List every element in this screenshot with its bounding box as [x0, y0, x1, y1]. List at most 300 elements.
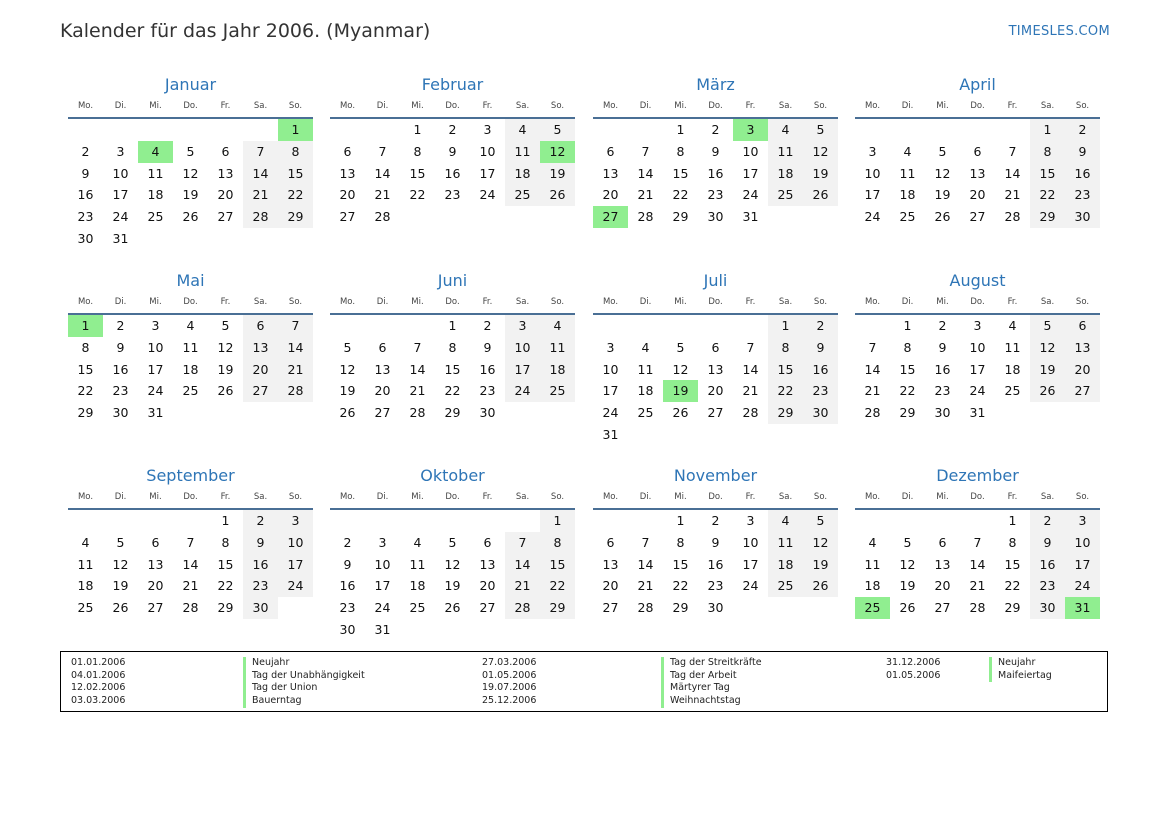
month-name: November — [673, 466, 758, 485]
day-cell: 14 — [637, 165, 654, 181]
day-cell: 16 — [444, 165, 461, 181]
day-cell: 17 — [479, 165, 496, 181]
day-cell: 6 — [938, 534, 947, 550]
empty-cell — [435, 510, 470, 532]
empty-cell — [173, 228, 208, 250]
legend-date-column — [482, 657, 536, 708]
day-cell: 26 — [803, 575, 838, 597]
week-row — [593, 163, 838, 185]
day-cell: 20 — [602, 187, 619, 203]
weekday-label: Sa. — [778, 492, 793, 502]
day-cell: 14 — [409, 361, 426, 377]
day-cell: 8 — [221, 534, 230, 550]
week-row — [68, 119, 313, 141]
day-cell: 18 — [864, 578, 881, 594]
day-cell: 21 — [409, 383, 426, 399]
day-cell: 13 — [969, 165, 986, 181]
day-cell: 11 — [505, 141, 540, 163]
empty-cell — [470, 206, 505, 228]
holiday-day-cell: 12 — [540, 141, 575, 163]
day-cell: 17 — [602, 383, 619, 399]
week-row — [855, 380, 1100, 402]
weekday-label: Mo. — [864, 297, 881, 307]
day-cell: 6 — [151, 534, 160, 550]
empty-cell — [243, 402, 278, 424]
week-row — [593, 315, 838, 337]
day-cell: 10 — [969, 339, 986, 355]
day-cell: 18 — [899, 187, 916, 203]
weekday-label: Do. — [183, 492, 198, 502]
day-cell: 18 — [505, 163, 540, 185]
day-cell: 8 — [1030, 141, 1065, 163]
day-cell: 12 — [1030, 337, 1065, 359]
day-cell: 20 — [217, 187, 234, 203]
day-cell: 11 — [899, 165, 916, 181]
empty-cell — [628, 315, 663, 337]
empty-cell — [505, 206, 540, 228]
day-cell: 23 — [112, 383, 129, 399]
weekday-label: Di. — [901, 297, 914, 307]
day-cell: 24 — [147, 383, 164, 399]
day-cell: 6 — [483, 534, 492, 550]
day-cell: 12 — [672, 361, 689, 377]
weekday-label: Sa. — [1040, 101, 1055, 111]
day-cell: 25 — [899, 209, 916, 224]
day-cell: 6 — [378, 339, 387, 355]
empty-cell — [400, 510, 435, 532]
empty-cell — [663, 315, 698, 337]
day-cell: 10 — [864, 165, 881, 181]
day-cell: 22 — [899, 383, 916, 399]
empty-cell — [278, 228, 313, 250]
weekday-label: Do. — [183, 297, 198, 307]
day-cell: 12 — [339, 361, 356, 377]
weekday-label: Mi. — [674, 492, 687, 502]
weekday-label: Mo. — [77, 492, 94, 502]
day-cell: 21 — [182, 578, 199, 594]
day-cell: 17 — [112, 187, 129, 203]
day-cell: 31 — [147, 405, 164, 420]
day-cell: 31 — [602, 426, 619, 442]
weekday-header — [593, 98, 838, 119]
day-cell: 20 — [374, 383, 391, 399]
empty-cell — [960, 510, 995, 532]
week-row — [68, 315, 313, 337]
month-name: Dezember — [936, 466, 1019, 485]
weekday-header — [855, 98, 1100, 119]
day-cell: 22 — [540, 575, 575, 597]
month-juli — [593, 270, 838, 446]
weekday-label: Sa. — [778, 297, 793, 307]
empty-cell — [400, 206, 435, 228]
day-cell: 15 — [1004, 556, 1021, 572]
day-cell: 28 — [182, 600, 199, 615]
weekday-label: Fr. — [1007, 492, 1018, 502]
weekday-label: Sa. — [778, 101, 793, 111]
day-cell: 14 — [182, 556, 199, 572]
day-cell: 20 — [707, 383, 724, 399]
weekday-label: Do. — [445, 101, 460, 111]
day-cell: 22 — [768, 380, 803, 402]
day-cell: 27 — [479, 600, 496, 615]
legend-holiday-name: Tag der Streitkräfte — [661, 657, 762, 670]
day-cell: 12 — [182, 165, 199, 181]
empty-cell — [330, 510, 365, 532]
day-cell: 26 — [339, 405, 356, 420]
day-cell: 3 — [606, 339, 615, 355]
day-cell: 19 — [540, 163, 575, 185]
month-name: Mai — [176, 271, 205, 290]
day-cell: 19 — [217, 361, 234, 377]
day-cell: 11 — [1004, 339, 1021, 355]
day-cell: 18 — [637, 383, 654, 399]
day-cell: 30 — [77, 230, 94, 246]
day-cell: 9 — [1065, 141, 1100, 163]
day-cell: 11 — [864, 556, 881, 572]
day-cell: 17 — [742, 556, 759, 572]
day-cell: 9 — [116, 339, 125, 355]
day-cell: 6 — [711, 339, 720, 355]
day-cell: 10 — [742, 534, 759, 550]
legend-date: 04.01.2006 — [71, 669, 126, 681]
empty-cell — [768, 597, 803, 619]
empty-cell — [68, 119, 103, 141]
day-cell: 1 — [903, 318, 912, 333]
day-cell: 23 — [1065, 184, 1100, 206]
day-cell: 14 — [1004, 165, 1021, 181]
day-cell: 21 — [374, 187, 391, 203]
empty-cell — [400, 315, 435, 337]
month-name: März — [696, 75, 735, 94]
day-cell: 11 — [637, 361, 654, 377]
week-row — [330, 619, 575, 641]
day-cell: 19 — [112, 578, 129, 594]
weekday-header — [330, 98, 575, 119]
weekday-label: So. — [288, 492, 303, 502]
weekday-header — [68, 489, 313, 510]
day-cell: 6 — [1065, 315, 1100, 337]
weekday-label: Mo. — [864, 101, 881, 111]
week-row — [330, 337, 575, 359]
day-cell: 18 — [409, 578, 426, 594]
empty-cell — [855, 119, 890, 141]
day-cell: 24 — [505, 380, 540, 402]
month-september — [68, 465, 313, 619]
weekday-label: Mo. — [602, 492, 619, 502]
month-februar — [330, 74, 575, 228]
weekday-label: Di. — [114, 101, 127, 111]
day-cell: 28 — [374, 209, 391, 224]
week-row — [68, 337, 313, 359]
legend-holiday-name: Weihnachtstag — [661, 695, 762, 708]
empty-cell — [803, 206, 838, 228]
week-row — [68, 380, 313, 402]
empty-cell — [278, 402, 313, 424]
day-cell: 13 — [1065, 337, 1100, 359]
month-name: April — [959, 75, 996, 94]
legend-name-column — [989, 657, 1052, 682]
week-row — [68, 597, 313, 619]
day-cell: 21 — [637, 187, 654, 203]
month-name: Juli — [703, 271, 728, 290]
day-cell: 5 — [343, 339, 352, 355]
week-row — [68, 184, 313, 206]
day-cell: 8 — [676, 534, 685, 550]
day-cell: 27 — [243, 380, 278, 402]
day-cell: 8 — [278, 141, 313, 163]
day-cell: 6 — [606, 534, 615, 550]
day-cell: 7 — [243, 141, 278, 163]
day-cell: 13 — [243, 337, 278, 359]
day-cell: 15 — [77, 361, 94, 377]
legend-date: 01.05.2006 — [886, 669, 941, 681]
day-cell: 9 — [711, 534, 720, 550]
legend-holiday-name: Märtyrer Tag — [661, 682, 762, 695]
day-cell: 29 — [1030, 206, 1065, 228]
day-cell: 28 — [864, 405, 881, 420]
legend-date: 19.07.2006 — [482, 682, 537, 694]
site-link[interactable]: TIMESLES.COM — [1008, 24, 1110, 39]
day-cell: 19 — [899, 578, 916, 594]
day-cell: 24 — [278, 575, 313, 597]
empty-cell — [365, 119, 400, 141]
day-cell: 14 — [505, 554, 540, 576]
day-cell: 4 — [903, 143, 912, 159]
day-cell: 14 — [637, 556, 654, 572]
day-cell: 15 — [1030, 163, 1065, 185]
weekday-label: Fr. — [220, 101, 231, 111]
weekday-label: So. — [550, 101, 565, 111]
week-row — [68, 554, 313, 576]
weekday-label: Fr. — [482, 101, 493, 111]
day-cell: 2 — [1065, 119, 1100, 141]
day-cell: 25 — [768, 184, 803, 206]
day-cell: 7 — [641, 143, 650, 159]
day-cell: 21 — [742, 383, 759, 399]
week-row — [330, 315, 575, 337]
day-cell: 16 — [707, 556, 724, 572]
day-cell: 16 — [77, 187, 94, 203]
day-cell: 21 — [637, 578, 654, 594]
day-cell: 26 — [1030, 380, 1065, 402]
legend-holiday-name: Neujahr — [989, 657, 1052, 670]
legend-holiday-name: Tag der Arbeit — [661, 670, 762, 683]
weekday-label: Mi. — [674, 297, 687, 307]
weekday-label: Mo. — [602, 101, 619, 111]
day-cell: 22 — [672, 187, 689, 203]
day-cell: 31 — [742, 209, 759, 224]
day-cell: 20 — [339, 187, 356, 203]
empty-cell — [243, 119, 278, 141]
empty-cell — [593, 119, 628, 141]
day-cell: 21 — [278, 359, 313, 381]
month-november — [593, 465, 838, 619]
day-cell: 19 — [934, 187, 951, 203]
day-cell: 18 — [182, 361, 199, 377]
day-cell: 3 — [151, 318, 160, 333]
day-cell: 19 — [1030, 359, 1065, 381]
day-cell: 7 — [186, 534, 195, 550]
week-row — [68, 141, 313, 163]
weekday-label: Mo. — [339, 297, 356, 307]
empty-cell — [330, 315, 365, 337]
empty-cell — [768, 206, 803, 228]
week-row — [68, 228, 313, 250]
day-cell: 8 — [1008, 534, 1017, 550]
day-cell: 14 — [278, 337, 313, 359]
empty-cell — [540, 402, 575, 424]
day-cell: 22 — [1004, 578, 1021, 594]
day-cell: 27 — [339, 209, 356, 224]
day-cell: 24 — [864, 209, 881, 224]
day-cell: 11 — [768, 532, 803, 554]
legend-holiday-name: Tag der Unabhängigkeit — [243, 670, 365, 683]
week-row — [855, 141, 1100, 163]
day-cell: 30 — [707, 209, 724, 224]
day-cell: 26 — [182, 209, 199, 224]
legend-holiday-name: Bauerntag — [243, 695, 365, 708]
day-cell: 16 — [112, 361, 129, 377]
day-cell: 14 — [374, 165, 391, 181]
week-row — [330, 575, 575, 597]
day-cell: 24 — [1065, 575, 1100, 597]
empty-cell — [435, 206, 470, 228]
week-row — [855, 119, 1100, 141]
week-row — [593, 359, 838, 381]
legend-date: 12.02.2006 — [71, 682, 126, 694]
weekday-label: So. — [550, 492, 565, 502]
weekday-header — [68, 294, 313, 315]
week-row — [855, 402, 1100, 424]
month-mai — [68, 270, 313, 424]
day-cell: 22 — [444, 383, 461, 399]
day-cell: 6 — [343, 143, 352, 159]
weekday-label: So. — [813, 101, 828, 111]
day-cell: 15 — [672, 556, 689, 572]
day-cell: 20 — [1065, 359, 1100, 381]
day-cell: 5 — [116, 534, 125, 550]
day-cell: 27 — [374, 405, 391, 420]
weekday-label: Sa. — [253, 297, 268, 307]
week-row — [68, 510, 313, 532]
weekday-label: So. — [813, 297, 828, 307]
day-cell: 13 — [217, 165, 234, 181]
week-row — [68, 206, 313, 228]
day-cell: 25 — [768, 575, 803, 597]
week-row — [593, 510, 838, 532]
week-row — [330, 359, 575, 381]
day-cell: 21 — [864, 383, 881, 399]
week-row — [855, 163, 1100, 185]
day-cell: 23 — [934, 383, 951, 399]
weekday-header — [330, 489, 575, 510]
day-cell: 26 — [803, 184, 838, 206]
day-cell: 11 — [768, 141, 803, 163]
weekday-header — [330, 294, 575, 315]
weekday-label: Di. — [901, 101, 914, 111]
weekday-label: Do. — [183, 101, 198, 111]
day-cell: 2 — [243, 510, 278, 532]
holiday-day-cell: 1 — [68, 315, 103, 337]
week-row — [855, 315, 1100, 337]
day-cell: 4 — [641, 339, 650, 355]
empty-cell — [960, 119, 995, 141]
day-cell: 6 — [973, 143, 982, 159]
day-cell: 20 — [934, 578, 951, 594]
day-cell: 10 — [374, 556, 391, 572]
empty-cell — [505, 619, 540, 641]
day-cell: 25 — [637, 405, 654, 420]
weekday-label: Sa. — [515, 297, 530, 307]
day-cell: 13 — [602, 165, 619, 181]
day-cell: 10 — [112, 165, 129, 181]
legend-holiday-name: Neujahr — [243, 657, 365, 670]
weekday-label: Fr. — [1007, 297, 1018, 307]
week-row — [593, 119, 838, 141]
day-cell: 26 — [217, 383, 234, 399]
day-cell: 3 — [868, 143, 877, 159]
weekday-label: So. — [1075, 492, 1090, 502]
day-cell: 29 — [540, 597, 575, 619]
day-cell: 23 — [803, 380, 838, 402]
day-cell: 15 — [409, 165, 426, 181]
weekday-label: Mi. — [936, 492, 949, 502]
day-cell: 10 — [505, 337, 540, 359]
day-cell: 24 — [969, 383, 986, 399]
day-cell: 18 — [77, 578, 94, 594]
day-cell: 16 — [243, 554, 278, 576]
empty-cell — [505, 402, 540, 424]
month-name: August — [949, 271, 1006, 290]
weekday-header — [593, 489, 838, 510]
day-cell: 17 — [374, 578, 391, 594]
empty-cell — [173, 510, 208, 532]
day-cell: 13 — [374, 361, 391, 377]
day-cell: 4 — [768, 119, 803, 141]
day-cell: 10 — [1065, 532, 1100, 554]
day-cell: 27 — [1065, 380, 1100, 402]
day-cell: 8 — [768, 337, 803, 359]
week-row — [855, 184, 1100, 206]
month-juni — [330, 270, 575, 424]
weekday-label: Di. — [639, 492, 652, 502]
week-row — [593, 337, 838, 359]
legend-date: 25.12.2006 — [482, 695, 537, 707]
week-row — [68, 163, 313, 185]
day-cell: 28 — [637, 600, 654, 615]
empty-cell — [243, 228, 278, 250]
empty-cell — [803, 597, 838, 619]
day-cell: 29 — [278, 206, 313, 228]
weekday-label: Fr. — [220, 297, 231, 307]
day-cell: 4 — [186, 318, 195, 333]
day-cell: 7 — [378, 143, 387, 159]
weekday-label: Mo. — [864, 492, 881, 502]
day-cell: 26 — [444, 600, 461, 615]
day-cell: 2 — [938, 318, 947, 333]
day-cell: 4 — [1008, 318, 1017, 333]
day-cell: 19 — [803, 163, 838, 185]
weekday-label: Mo. — [339, 492, 356, 502]
week-row — [330, 163, 575, 185]
day-cell: 23 — [339, 600, 356, 615]
empty-cell — [540, 206, 575, 228]
weekday-label: Di. — [901, 492, 914, 502]
day-cell: 8 — [81, 339, 90, 355]
empty-cell — [768, 424, 803, 446]
day-cell: 14 — [243, 163, 278, 185]
week-row — [330, 554, 575, 576]
